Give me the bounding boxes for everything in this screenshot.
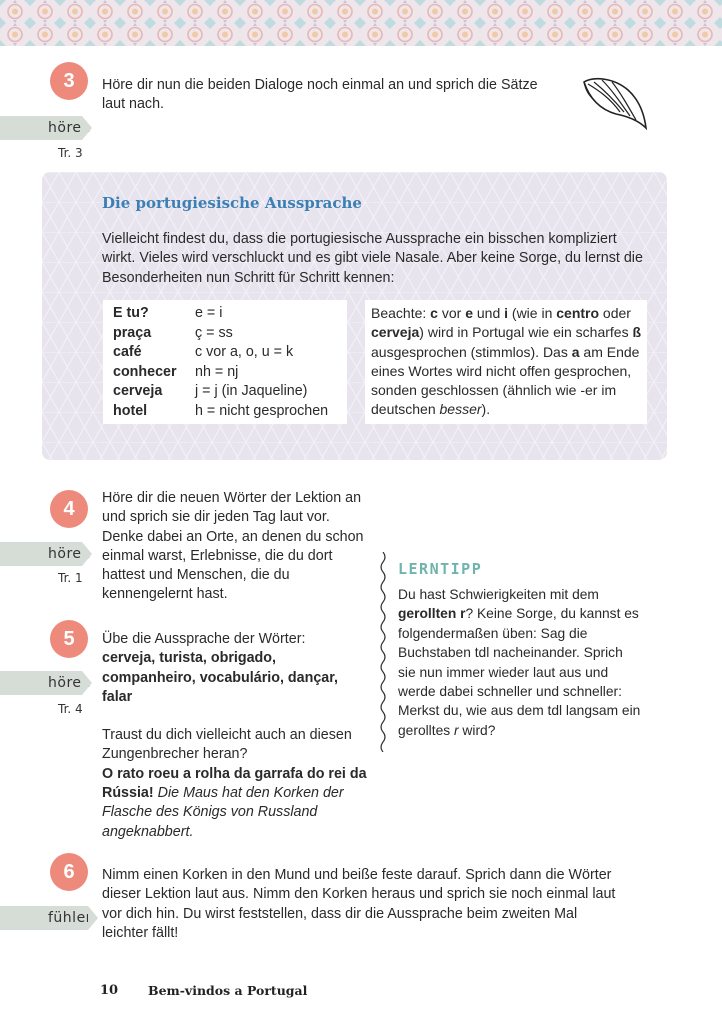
table-row	[113, 363, 328, 383]
note-part: oder	[599, 305, 631, 321]
tongue-twister	[102, 765, 368, 842]
section4-text: Höre dir die neuen Wörter der Lektion an und sprich sie dir jeden Tag laut vor. Denke dabei an Orte, an denen du schon einmal warst, Erlebnisse, die du dort hattest und Menschen, die du kennengelernt hast.	[102, 490, 364, 603]
note-bold: centro	[556, 305, 600, 321]
rule-word: hotel	[113, 402, 148, 419]
table-row	[113, 343, 328, 363]
table-row	[113, 304, 328, 324]
note-part: ) wird in Portugal wie ein scharfes	[419, 324, 633, 341]
section3-text: Höre dir nun die beiden Dialoge noch einmal an und sprich die Sätze laut nach.	[102, 77, 538, 113]
step-number-4: 4	[50, 490, 88, 528]
note-part: ).	[481, 401, 491, 418]
table-row	[113, 382, 328, 402]
lerntipp-text	[398, 585, 643, 740]
section5-block	[102, 630, 368, 842]
tongue-twister-intro: Traust du dich vielleicht auch an diesen Zungenbrecher heran?	[102, 727, 352, 763]
tongue-twister-pt: O rato roeu a rolha da garrafa do rei da Rússia!	[102, 765, 367, 802]
footer-title: Bem-vindos a Portugal	[148, 983, 308, 998]
seashell-icon	[580, 72, 652, 132]
note-part: Beachte:	[371, 305, 431, 321]
lerntipp-part: wird?	[458, 722, 496, 738]
note-part: (wie in	[508, 305, 557, 321]
rule-word: café	[113, 344, 142, 360]
page-number: 10	[100, 983, 119, 998]
rule-value: e = i	[195, 305, 223, 321]
note-part: am Ende eines Wortes wird nicht offen gesprochen, sonden geschlossen (ähnlich wie -er im deutschen	[371, 343, 640, 418]
lerntipp-bold: gerollten r	[398, 606, 466, 622]
rules-card	[103, 300, 347, 424]
note-card	[365, 300, 647, 424]
section5-text: Übe die Aussprache der Wörter:	[102, 631, 306, 647]
section6-text: Nimm einen Korken in den Mund und beiße feste darauf. Sprich dann die Wörter dieser Lektion laut aus. Nimm den Korken heraus und sprich sie noch einmal laut vor dich hin. Du wirst feststellen, dass dir die Aussprache beim zweiten Mal leichter fällt!	[102, 867, 616, 941]
tongue-twister-translation: Die Maus hat den Korken der Flasche des Königs von Russland angeknabbert.	[102, 785, 344, 840]
lerntipp-italic: r	[453, 722, 459, 738]
section5-words: cerveja, turista, obrigado, companheiro, vocabulário, dançar, falar	[102, 650, 338, 705]
tag-fuehlen: fühlen	[0, 906, 88, 930]
note-bold: a	[571, 343, 580, 360]
tag-hoeren-4: hören	[0, 542, 82, 566]
rule-value: ç = ss	[195, 324, 233, 341]
rule-value: c vor a, o, u = k	[195, 344, 294, 360]
table-row	[113, 402, 328, 422]
note-bold: cerveja	[371, 324, 420, 341]
rule-value: nh = nj	[195, 363, 239, 380]
track-1: Tr. 1	[58, 571, 83, 585]
note-text	[371, 304, 647, 420]
tag-hoeren-5: hören	[0, 671, 82, 695]
lerntipp-part: ? Keine Sorge, du kannst es folgendermaßen üben: Sag die Buchstaben tdl nacheinander. Sprich sie nun immer wieder laut aus und werde dabei schneller und schneller: Merkst du, wie aus dem tdl langsam ein gerolltes	[398, 606, 641, 738]
note-bold: c	[430, 305, 438, 321]
lerntipp-title: LERNTIPP	[398, 560, 483, 578]
step-number-5: 5	[50, 620, 88, 658]
rule-word: praça	[113, 324, 152, 341]
rule-word: E tu?	[113, 305, 149, 321]
rule-word: conhecer	[113, 363, 177, 380]
note-part: und	[472, 305, 505, 321]
spacer	[102, 707, 368, 726]
note-part: vor	[437, 305, 466, 321]
box-title: Die portugiesische Aussprache	[102, 194, 362, 212]
pronunciation-box	[42, 172, 667, 460]
note-bold: i	[504, 305, 509, 321]
lerntipp-part: Du hast Schwierigkeiten mit dem	[398, 587, 599, 602]
tag-hoeren-3: hören	[0, 116, 82, 140]
note-part: ausgesprochen (stimmlos). Das	[371, 343, 572, 360]
table-row	[113, 324, 328, 344]
track-4: Tr. 4	[58, 702, 83, 716]
note-italic: besser	[439, 401, 482, 418]
track-3: Tr. 3	[58, 146, 83, 160]
rule-value: j = j (in Jaqueline)	[195, 383, 308, 399]
step-number-6: 6	[50, 853, 88, 891]
note-bold: e	[465, 305, 473, 321]
step-number-3: 3	[50, 62, 88, 100]
top-tile-pattern	[0, 0, 722, 46]
rule-word: cerveja	[113, 383, 163, 399]
tile-pattern-icon	[0, 0, 722, 46]
rules-table	[113, 304, 328, 421]
note-bold: ß	[632, 324, 642, 341]
rule-value: h = nicht gesprochen	[195, 402, 329, 419]
wavy-divider-icon	[378, 552, 388, 752]
box-intro: Vielleicht findest du, dass die portugiesische Aussprache ein bisschen kompliziert wirkt. Vieles wird verschluckt und es gibt viele Nasale. Aber keine Sorge, du lernst die Besonderheiten nun Schritt für Schritt kennen:	[102, 231, 643, 286]
